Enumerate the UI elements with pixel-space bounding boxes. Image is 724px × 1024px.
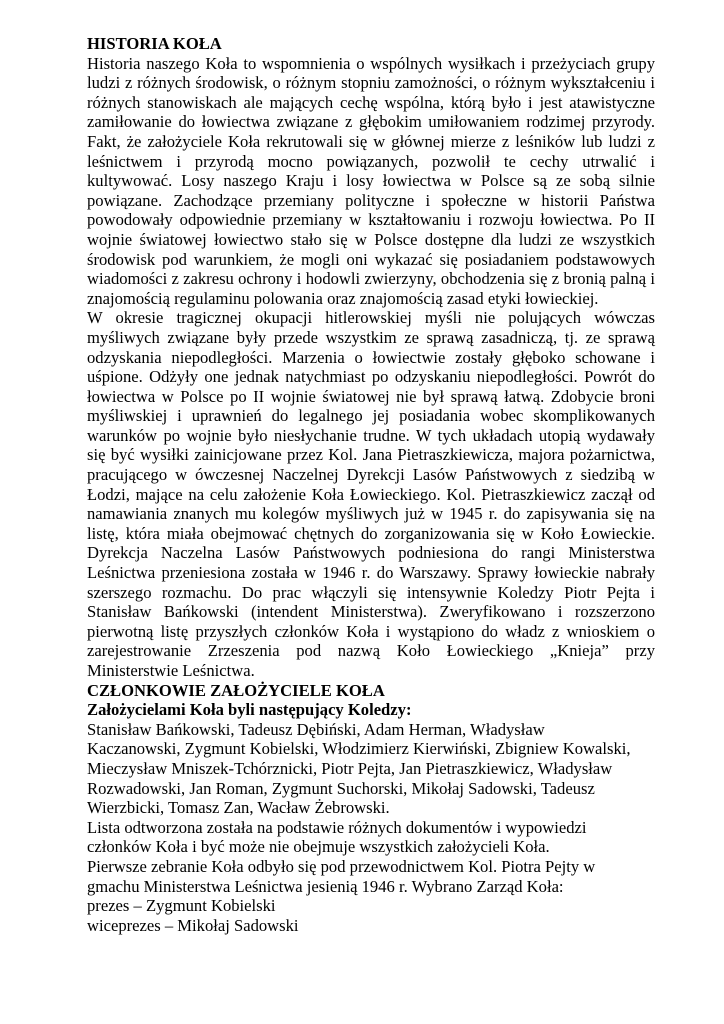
note-line: Lista odtworzona została na podstawie różnych dokumentów i wypowiedzi [87, 817, 587, 837]
board-member-vice-president: wiceprezes – Mikołaj Sadowski [87, 915, 299, 935]
founders-subtitle: Założycielami Koła byli następujący Koledzy: [87, 700, 412, 720]
history-paragraph-1: Historia naszego Koła to wspomnienia o wspólnych wysiłkach i przeżyciach grupy ludzi z różnych środowisk, o różnym stopniu zamożności, o różnym wykształceniu i różnych stanowiskach ale mających cechę wspólna, którą było i jest atawistyczne zamiłowanie do łowiectwa związane z głębokim umiłowaniem rodzimej przyrody. Fakt, że założyciele Koła rekrutowali się w głównej mierze z leśników lub ludzi z leśnictwem i przyrodą mocno powiązanych, pozwolił te cechy utrwalić i kultywować. Losy naszego Kraju i losy łowiectwa w Polsce są ze sobą silnie powiązane. Zachodzące przemiany polityczne i społeczne w historii Państwa powodowały odpowiednie przemiany w kształtowaniu i rozwoju łowiectwa. Po II wojnie światowej łowiectwo stało się w Polsce dostępne dla ludzi ze wszystkich środowisk pod warunkiem, że mogli oni wykazać się posiadaniem podstawowych wiadomości z zakresu ochrony i hodowli zwierzyny, obchodzenia się z bronią palną i znajomością regulaminu polowania oraz znajomością zasad etyki łowieckiej. [87, 53, 655, 308]
founders-line: Kaczanowski, Zygmunt Kobielski, Włodzimierz Kierwiński, Zbigniew Kowalski, [87, 739, 631, 759]
meeting-line: Pierwsze zebranie Koła odbyło się pod przewodnictwem Kol. Piotra Pejty w [87, 856, 596, 876]
founders-line: Mieczysław Mniszek-Tchórznicki, Piotr Pejta, Jan Pietraszkiewicz, Władysław [87, 758, 613, 778]
history-paragraph-2: W okresie tragicznej okupacji hitlerowskiej myśli nie polujących wówczas myśliwych związane były przede wszystkim ze sprawą zasadniczą, tj. ze sprawą odzyskania niepodległości. Marzenia o łowiectwie zostały głęboko schowane i uśpione. Odżyły one jednak natychmiast po odzyskaniu niepodległości. Powrót do łowiectwa w Polsce po II wojnie światowej nie był sprawą łatwą. Zdobycie broni myśliwskiej i uprawnień do legalnego jej posiadania wobec skomplikowanych warunków po wojnie było niesłychanie trudne. W tych układach utopią wydawały się być wysiłki zainicjowane przez Kol. Jana Pietraszkiewicza, majora pożarnictwa, pracującego w ówczesnej Naczelnej Dyrekcji Lasów Państwowych z siedzibą w Łodzi, mające na celu założenie Koła Łowieckiego. Kol. Pietraszkiewicz zaczął od namawiania znanych mu kolegów myśliwych już w 1945 r. do zapisywania się na listę, która miała obejmować chętnych do zorganizowania się w Koło Łowieckie. Dyrekcja Naczelna Lasów Państwowych podniesiona do rangi Ministerstwa Leśnictwa przeniesiona została w 1946 r. do Warszawy. Sprawy łowieckie nabrały szerszego rozmachu. Do prac włączyli się intensywnie Koledzy Piotr Pejta i Stanisław Bańkowski (intendent Ministerstwa). Zweryfikowano i rozszerzono pierwotną listę przyszłych członków Koła i wystąpiono do władz z wnioskiem o zarejestrowanie Zrzeszenia pod nazwą Koło Łowieckiego „Knieja” przy Ministerstwie Leśnictwa. [87, 308, 655, 680]
founders-line: Stanisław Bańkowski, Tadeusz Dębiński, Adam Herman, Władysław [87, 719, 545, 739]
section-title-founders: CZŁONKOWIE ZAŁOŻYCIELE KOŁA [87, 680, 385, 700]
section-title-history: HISTORIA KOŁA [87, 34, 222, 53]
board-list [87, 896, 655, 935]
founders-list [87, 720, 655, 818]
meeting-line: gmachu Ministerstwa Leśnictwa jesienią 1946 r. Wybrano Zarząd Koła: [87, 876, 564, 896]
document-page [87, 34, 655, 935]
list-note [87, 818, 655, 857]
founders-line: Wierzbicki, Tomasz Zan, Wacław Żebrowski. [87, 798, 390, 818]
board-member-president: prezes – Zygmunt Kobielski [87, 896, 276, 916]
note-line: członków Koła i być może nie obejmuje wszystkich założycieli Koła. [87, 837, 550, 857]
founders-line: Rozwadowski, Jan Roman, Zygmunt Suchorski, Mikołaj Sadowski, Tadeusz [87, 778, 595, 798]
first-meeting-text [87, 857, 655, 896]
